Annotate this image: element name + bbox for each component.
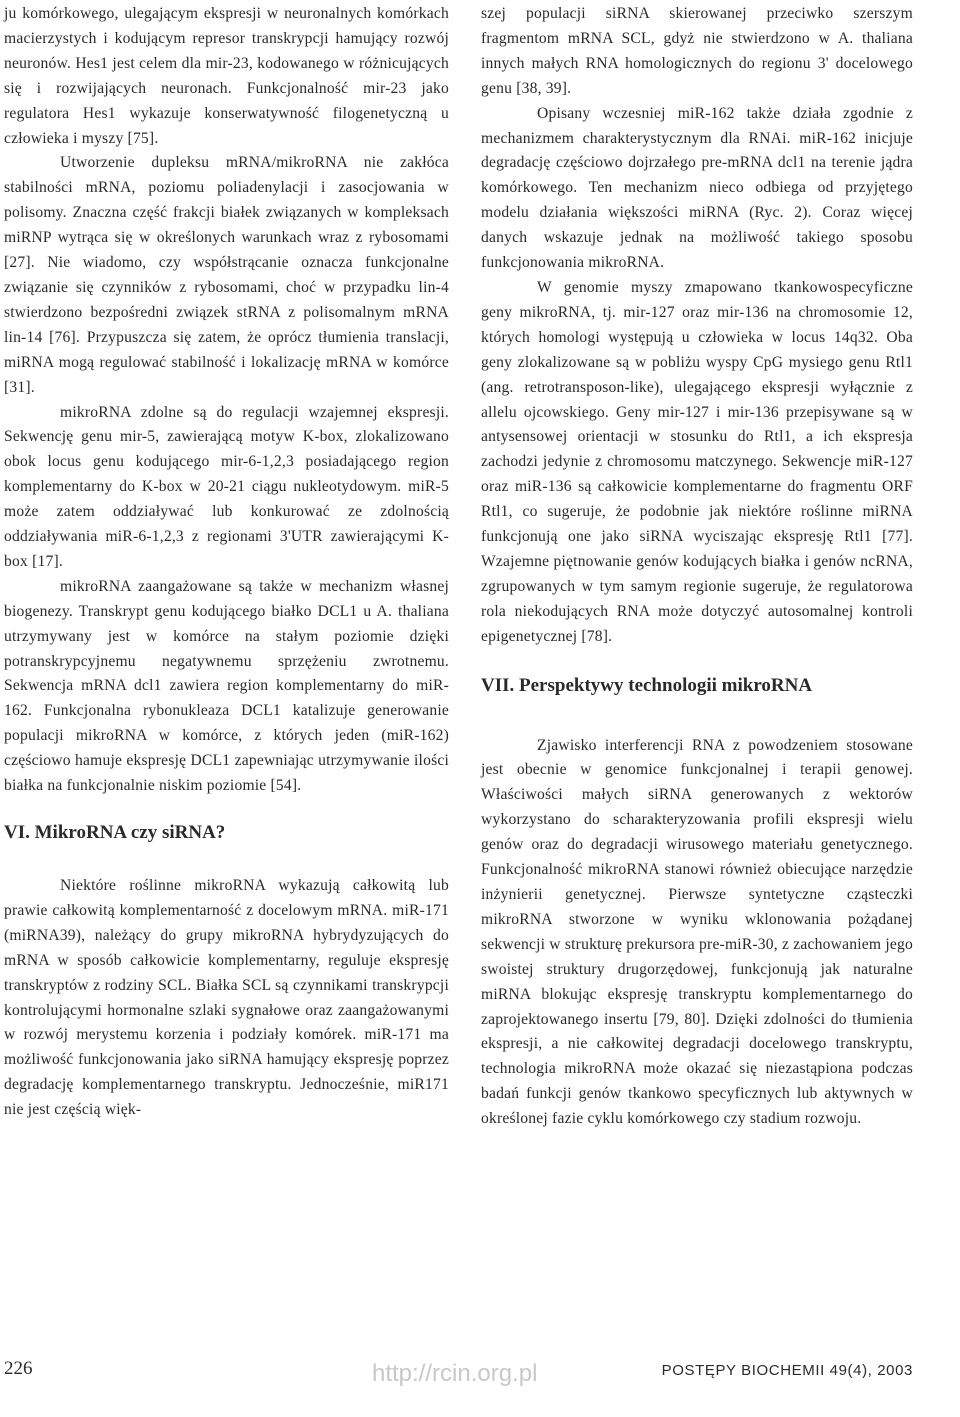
paragraph: ju komórkowego, ulegającym ekspresji w neuronalnych komórkach macierzystych i kodującym represor transkrypcji hamujący rozwój neuronów. Hes1 jest celem dla mir-23, kodowanego w różnicujących się i rozwijających neuronach. Funkcjonalność mir-23 jako regulatora Hes1 wykazuje konserwatywność filogenetyczną u człowieka i myszy [75]. xyxy=(4,5,449,147)
paragraph: mikroRNA zaangażowane są także w mechanizm własnej biogenezy. Transkrypt genu kodującego białko DCL1 u A. thaliana utrzymywany jest w komórce na stałym poziomie dzięki potranskrypcyjnemu negatywnemu sprzężeniu zwrotnemu. Sekwencja mRNA dcl1 zawiera region komplementarny do miR-162. Funkcjonalna rybonukleaza DCL1 katalizuje generowanie populacji mikroRNA w komórce, z których jeden (miR-162) częściowo hamuje ekspresję DCL1 zapewniając utrzymywanie ilości białka na funkcjonalnie niskim poziomie [54]. xyxy=(4,577,449,795)
paragraph: mikroRNA zdolne są do regulacji wzajemnej ekspresji. Sekwencję genu mir-5, zawierającą motyw K-box, zlokalizowano obok locus genu kodującego mir-6-1,2,3 posiadającego region komplementarny do K-box w 20-21 ciągu nukleotydowym. miR-5 może zatem oddziaływać lub konkurować ze zdolnością oddziaływania miR-6-1,2,3 z regionami 3'UTR zawierającymi K-box [17]. xyxy=(4,403,449,570)
paragraph: Zjawisko interferencji RNA z powodzeniem stosowane jest obecnie w genomice funkcjonalnej i terapii genowej. Właściwości małych siRNA generowanych z wektorów wykorzystano do scharakteryzowania profili ekspresji wielu genów oraz do degradacji wirusowego materiału genetycznego. Funkcjonalność mikroRNA stanowi również obiecujące narzędzie inżynierii genetycznej. Pierwsze syntetyczne cząsteczki mikroRNA stworzone w wyniku wklonowania pożądanej sekwencji w strukturę prekursora pre-miR-30, z zachowaniem jego swoistej struktury drugorzędowej, funkcjonują jak naturalne miRNA blokując ekspresję transkryptu komplementarnego do zaprojektowanego insertu [79, 80]. Dzięki zdolności do tłumienia ekspresji, a nie całkowitej degradacji docelowego transkryptu, technologia mikroRNA może okazać się niezastąpiona podczas badań funkcji genów tkankowo specyficznych lub aktywnych w określonej fazie cyklu komórkowego czy stadium rozwoju. xyxy=(481,736,913,1128)
section-heading: VI. MikroRNA czy siRNA? xyxy=(4,822,226,843)
paragraph: Niektóre roślinne mikroRNA wykazują całkowitą lub prawie całkowitą komplementarność z docelowym mRNA. miR-171 (miRNA39), należący do grupy mikroRNA hybrydyzujących do mRNA w sposób całkowicie komplementarny, reguluje ekspresję transkryptów z rodziny SCL. Białka SCL są czynnikami transkrypcji kontrolującymi hormonalne szlaki sygnałowe oraz zaangażowanymi w rozwój merystemu korzenia i podziały komórek. miR-171 ma możliwość funkcjonowania jako siRNA hamujący ekspresję poprzez degradację komplementarnego transkryptu. Jednocześnie, miR171 nie jest częścią więk- xyxy=(4,877,449,1119)
paragraph: Opisany wczesniej miR-162 także działa zgodnie z mechanizmem charakterystycznym dla RNAi. miR-162 inicjuje degradację częściowo dojrzałego pre-mRNA dcl1 na terenie jądra komórkowego. Ten mechanizm nieco odbiega od przyjętego modelu działania większości miRNA (Ryc. 2). Coraz więcej danych wskazuje jednak na możliwość takiego sposobu funkcjonowania mikroRNA. xyxy=(481,104,913,272)
journal-citation: POSTĘPY BIOCHEMII 49(4), 2003 xyxy=(661,1362,913,1379)
left-column xyxy=(4,2,449,1123)
paragraph: szej populacji siRNA skierowanej przeciwko szerszym fragmentom mRNA SCL, gdyż nie stwierdzono w A. thaliana innych małych RNA homologicznych do regionu 3' docelowego genu [38, 39]. xyxy=(481,5,913,97)
right-column xyxy=(481,2,913,1132)
watermark-url: http://rcin.org.pl xyxy=(372,1360,538,1387)
paragraph: Utworzenie dupleksu mRNA/mikroRNA nie zakłóca stabilności mRNA, poziomu poliadenylacji i zasocjowania w polisomy. Znaczna część frakcji białek związanych w kompleksach miRNP wytrąca się w określonych warunkach wraz z rybosomami [27]. Nie wiadomo, czy współstrącanie oznacza funkcjonalne związanie się czynników z rybosomami, choć w przypadku lin-4 stwierdzono bezpośredni związek stRNA z polisomalnym mRNA lin-14 [76]. Przypuszcza się zatem, że oprócz tłumienia translacji, miRNA mogą regulować stabilność i lokalizację mRNA w komórce [31]. xyxy=(4,154,449,396)
section-heading: VII. Perspektywy technologii mikroRNA xyxy=(481,674,813,696)
page-number: 226 xyxy=(4,1358,33,1379)
paragraph: W genomie myszy zmapowano tkankowospecyficzne geny mikroRNA, tj. mir-127 oraz mir-136 na chromosomie 12, których homologi występują u człowieka w locus 14q32. Oba geny zlokalizowane są w pobliżu wyspy CpG mysiego genu Rtl1 (ang. retrotransposon-like), ulegającego ekspresji wyłącznie z allelu ojcowskiego. Geny mir-127 i mir-136 przepisywane są w antysensowej orientacji w stosunku do Rtl1, a ich ekspresja zachodzi jedynie z chromosomu matczynego. Sekwencje miR-127 oraz miR-136 są całkowicie komplementarne do fragmentu ORF Rtl1, co sugeruje, że podobnie jak niektóre roślinne miRNA funkcjonują one jako siRNA wyciszając ekspresję Rtl1 [77]. Wzajemne piętnowanie genów kodujących białka i genów ncRNA, zgrupowanych w tym samym regionie sugeruje, że regulatorowa rola niekodujących RNA może dotyczyć autosomalnej kontroli epigenetycznej [78]. xyxy=(481,278,913,645)
page-footer xyxy=(0,1358,960,1388)
